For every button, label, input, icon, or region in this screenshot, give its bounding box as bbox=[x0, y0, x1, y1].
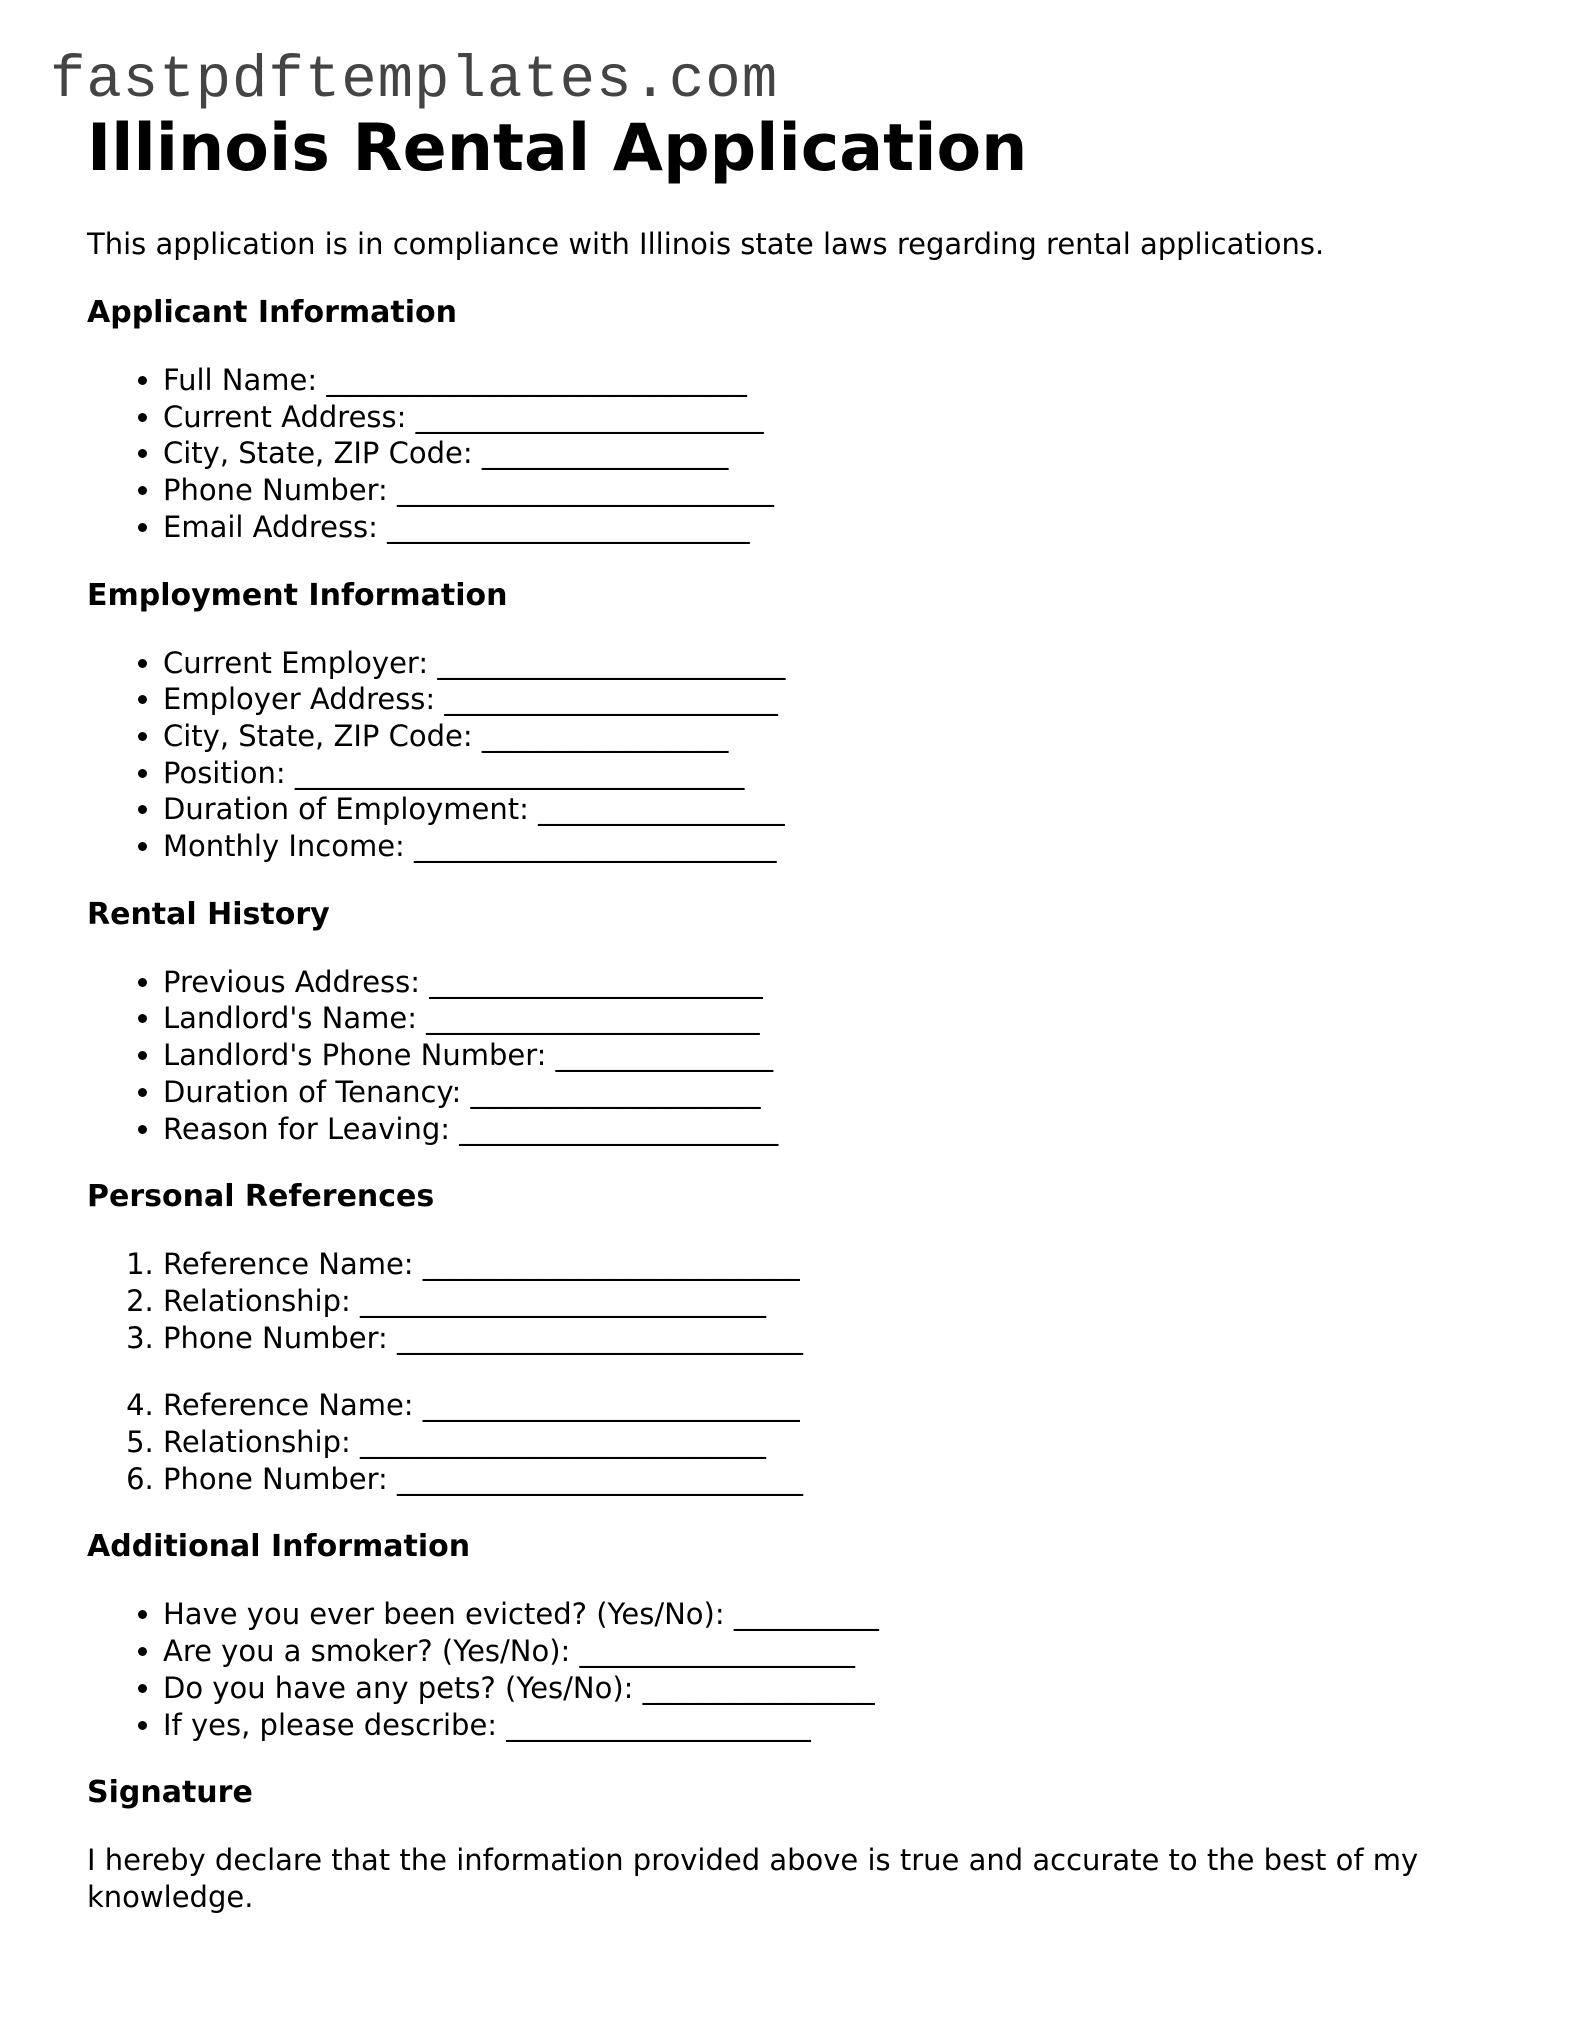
full-name-field: • Full Name: _____________________________ bbox=[163, 362, 1487, 399]
watermark: fastpdftemplates.com bbox=[50, 47, 779, 114]
reference-relationship-field: 5. Relationship: ____________________________ bbox=[163, 1424, 1487, 1461]
rental-history-list bbox=[87, 964, 1487, 1148]
reference-name-field: 1. Reference Name: __________________________ bbox=[163, 1246, 1487, 1283]
duration-of-tenancy-field: • Duration of Tenancy: ____________________ bbox=[163, 1074, 1487, 1111]
references-list-1 bbox=[87, 1246, 1487, 1356]
employment-list bbox=[87, 645, 1487, 865]
position-field: • Position: _______________________________ bbox=[163, 755, 1487, 792]
monthly-income-field: • Monthly Income: _________________________ bbox=[163, 828, 1487, 865]
additional-heading: Additional Information bbox=[87, 1529, 471, 1565]
reference-relationship-field: 2. Relationship: ____________________________ bbox=[163, 1283, 1487, 1320]
intro-paragraph: This application is in compliance with Illinois state laws regarding rental applications. bbox=[87, 227, 1325, 261]
reference-phone-field: 6. Phone Number: ____________________________ bbox=[163, 1461, 1487, 1498]
current-employer-field: • Current Employer: ________________________ bbox=[163, 645, 1487, 682]
applicant-heading: Applicant Information bbox=[87, 295, 457, 330]
evicted-field: • Have you ever been evicted? (Yes/No): __________ bbox=[163, 1596, 1487, 1633]
landlord-phone-field: • Landlord's Phone Number: _______________ bbox=[163, 1037, 1487, 1074]
current-address-field: • Current Address: ________________________ bbox=[163, 399, 1487, 436]
declaration-text: I hereby declare that the information provided above is true and accurate to the best of my knowledge. bbox=[87, 1843, 1419, 1915]
email-address-field: • Email Address: _________________________ bbox=[163, 509, 1487, 546]
references-heading: Personal References bbox=[87, 1179, 435, 1215]
duration-of-employment-field: • Duration of Employment: _________________ bbox=[163, 791, 1487, 828]
document-title: Illinois Rental Application bbox=[87, 111, 1028, 186]
references-list-2 bbox=[87, 1387, 1487, 1497]
employment-heading: Employment Information bbox=[87, 577, 508, 613]
rental-history-heading: Rental History bbox=[87, 896, 330, 932]
reference-phone-field: 3. Phone Number: ____________________________ bbox=[163, 1320, 1487, 1357]
employer-city-state-zip-field: • City, State, ZIP Code: _________________ bbox=[163, 718, 1487, 755]
document-page bbox=[87, 112, 1487, 1916]
signature-heading: Signature bbox=[87, 1775, 253, 1811]
applicant-list bbox=[87, 362, 1487, 546]
smoker-field: • Are you a smoker? (Yes/No): ___________________ bbox=[163, 1633, 1487, 1670]
pets-field: • Do you have any pets? (Yes/No): ________________ bbox=[163, 1670, 1487, 1707]
city-state-zip-field: • City, State, ZIP Code: _________________ bbox=[163, 435, 1487, 472]
reason-for-leaving-field: • Reason for Leaving: ______________________ bbox=[163, 1111, 1487, 1148]
employer-address-field: • Employer Address: _______________________ bbox=[163, 681, 1487, 718]
previous-address-field: • Previous Address: _______________________ bbox=[163, 964, 1487, 1001]
additional-list bbox=[87, 1596, 1487, 1743]
reference-name-field: 4. Reference Name: __________________________ bbox=[163, 1387, 1487, 1424]
phone-number-field: • Phone Number: __________________________ bbox=[163, 472, 1487, 509]
pets-description-field: • If yes, please describe: _____________________ bbox=[163, 1707, 1487, 1744]
landlord-name-field: • Landlord's Name: _______________________ bbox=[163, 1000, 1487, 1037]
